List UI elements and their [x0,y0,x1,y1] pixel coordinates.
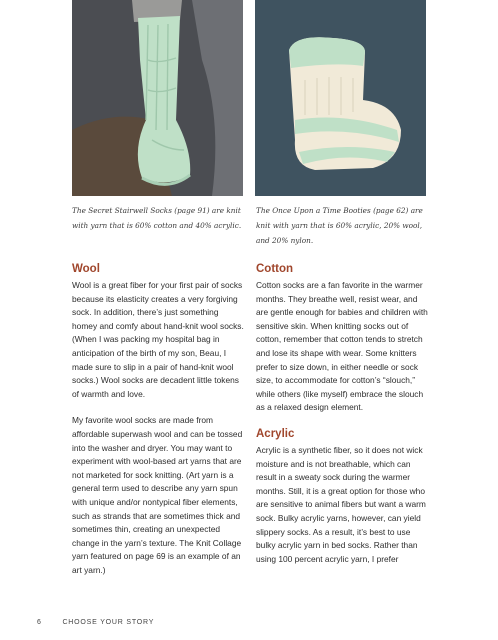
sock-photo-illustration [72,0,243,196]
photo-stairwell-socks [72,0,243,196]
caption-right: The Once Upon a Time Booties (page 62) are knit with yarn that is 60% acrylic, 20% wool, and 20% nylon. [256,206,423,245]
heading-acrylic: Acrylic [256,427,295,440]
page-footer [37,619,154,626]
right-column [256,262,428,566]
caption-left: The Secret Stairwell Socks (page 91) are knit with yarn that is 60% cotton and 40% acrylic. [72,206,242,230]
booty-photo-illustration [255,0,426,196]
page-number: 6 [37,619,42,626]
running-head: CHOOSE YOUR STORY [62,619,155,626]
cotton-paragraph: Cotton socks are a fan favorite in the warmer months. They breathe well, resist wear, and are gentle enough for babies and children with sensitive skin. When knitting socks out of cotton, remember that cotton tends to stretch and lose its shape with wear. Some knitters prefer to size down, in either needle or sock size, to accommodate for cotton’s “slouch,” while others (like myself) embrace the slouch as a relaxed design element. [256,280,428,413]
wool-paragraph-1: Wool is a great fiber for your first pair of socks because its elasticity creates a very forgiving sock. In addition, there’s just something homey and comfy about hand-knit wool socks. (When I was packing my hospital bag in anticipation of the birth of my son, Beau, I made sure to slip in a pair of hand-knit wool socks.) Wool socks are decadent little tokens of warmth and love. [72,280,244,399]
left-column [72,262,244,577]
acrylic-paragraph: Acrylic is a synthetic fiber, so it does not wick moisture and is not breathable, which can result in a sweaty sock during the warmer months. Still, it is a great option for those who are sensitive to animal fibers but want a warm sock. Bulky acrylic yarns, however, can yield slippery socks. As a result, it’s best to use bulky acrylic yarn in bed socks. Rather than using 100 percent acrylic yarn, I prefer [256,444,426,564]
photo-once-upon-booties [255,0,426,196]
heading-wool: Wool [72,263,100,275]
wool-paragraph-2: My favorite wool socks are made from affordable superwash wool and can be tossed into the washer and dryer. You may want to experiment with wool-based art yarns that are not marketed for sock knitting. (Art yarn is a general term used to describe any yarn spun with unique and/or nontypical fiber elements, such as strands that are sometimes thick and sometimes thin, creating an unexpected change in the yarn’s texture. The Knit Collage yarn featured on page 69 is an example of an art yarn.) [72,415,243,575]
heading-cotton: Cotton [256,263,294,275]
